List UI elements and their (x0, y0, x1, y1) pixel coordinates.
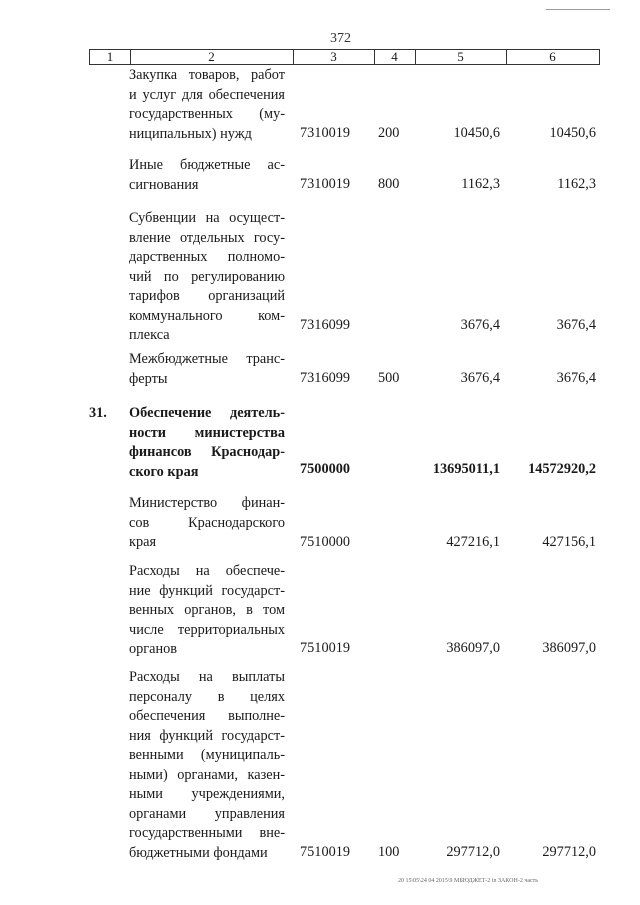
description-line: коммунального ком- (129, 307, 285, 324)
description-line: обеспечения выполне- (129, 708, 285, 724)
section-number: 31. (89, 405, 107, 421)
value-cell: 10450,6 (453, 125, 500, 141)
table-row-description (129, 668, 285, 863)
description-line: дарственных полномо- (129, 249, 285, 265)
table-row-description (129, 209, 285, 346)
column-header: 3 (293, 50, 375, 64)
description-line: ние функций государст- (129, 582, 285, 599)
code-cell: 7310019 (300, 125, 351, 141)
description-line: чий по регулированию (129, 268, 285, 285)
column-header: 1 (90, 50, 131, 64)
column-header: 5 (415, 50, 507, 64)
value-cell: 10450,6 (549, 125, 596, 141)
description-line: и услуг для обеспечения (129, 86, 285, 103)
table-row-description (129, 350, 285, 389)
description-line: края (129, 534, 157, 550)
table-row-description (129, 66, 285, 144)
value-cell: 3676,4 (460, 370, 500, 386)
description-line: Межбюджетные транс- (129, 351, 285, 367)
description-line: финансов Краснодар- (129, 444, 285, 460)
code-cell: 7500000 (300, 461, 351, 477)
page-number: 372 (330, 31, 351, 46)
value-cell: 14572920,2 (528, 461, 596, 477)
description-line: Расходы на обеспече- (129, 563, 285, 579)
type-cell: 100 (378, 844, 400, 860)
description-line: ского края (129, 463, 199, 480)
description-line: ными) органами, казен- (129, 766, 285, 783)
description-line: ния функций государст- (129, 727, 285, 744)
description-line: ниципальных) нужд (129, 125, 252, 142)
description-line: Закупка товаров, работ (129, 67, 285, 83)
column-header: 2 (130, 50, 294, 64)
description-line: органами управления (129, 805, 285, 822)
description-line: Субвенции на осущест- (129, 210, 285, 226)
value-cell: 386097,0 (542, 640, 596, 656)
table-header (89, 49, 600, 65)
table-row-description (129, 404, 285, 482)
description-line: ферты (129, 370, 168, 387)
description-line: государственными вне- (129, 825, 285, 841)
description-line: Иные бюджетные ас- (129, 157, 285, 173)
value-cell: 386097,0 (446, 640, 500, 656)
description-line: сов Краснодарского (129, 514, 285, 531)
value-cell: 1162,3 (461, 176, 500, 192)
type-cell: 800 (378, 176, 400, 192)
value-cell: 427216,1 (446, 534, 500, 550)
code-cell: 7510000 (300, 534, 351, 550)
column-header: 4 (374, 50, 416, 64)
value-cell: 427156,1 (542, 534, 596, 550)
value-cell: 3676,4 (556, 317, 596, 333)
description-line: ности министерства (129, 424, 285, 441)
description-line: сигнования (129, 176, 199, 193)
description-line: венных органов, в том (129, 602, 285, 618)
code-cell: 7316099 (300, 370, 351, 386)
description-line: Расходы на выплаты (129, 669, 285, 685)
description-line: органов (129, 641, 178, 657)
table-row-description (129, 494, 285, 553)
description-line: бюджетными фондами (129, 844, 268, 861)
value-cell: 13695011,1 (432, 461, 500, 477)
description-line: числе территориальных (129, 621, 285, 638)
code-cell: 7316099 (300, 317, 351, 333)
value-cell: 3676,4 (460, 317, 500, 333)
description-line: персоналу в целях (129, 688, 285, 705)
description-line: вление отдельных госу- (129, 229, 285, 246)
file-path-footer: 20 15\05\24 04 2015\9 МБЮДЖЕТ-2 in ЗАКОН-2 часть (398, 878, 539, 884)
description-line: Обеспечение деятель- (129, 405, 285, 421)
value-cell: 297712,0 (542, 844, 596, 860)
description-line: ными учреждениями, (129, 786, 285, 802)
type-cell: 500 (378, 370, 400, 386)
code-cell: 7310019 (300, 176, 351, 192)
table-row-description (129, 156, 285, 195)
value-cell: 297712,0 (446, 844, 500, 860)
description-line: Министерство финан- (129, 495, 285, 511)
description-line: тарифов организаций (129, 288, 285, 304)
type-cell: 200 (378, 125, 400, 141)
description-line: государственных (му- (129, 106, 285, 122)
value-cell: 3676,4 (556, 370, 596, 386)
value-cell: 1162,3 (557, 176, 596, 192)
scan-mark (546, 9, 610, 10)
description-line: венными (муниципаль- (129, 747, 285, 763)
column-header: 6 (549, 49, 556, 64)
table-row-description (129, 562, 285, 660)
description-line: плекса (129, 327, 170, 343)
code-cell: 7510019 (300, 844, 351, 860)
code-cell: 7510019 (300, 640, 351, 656)
